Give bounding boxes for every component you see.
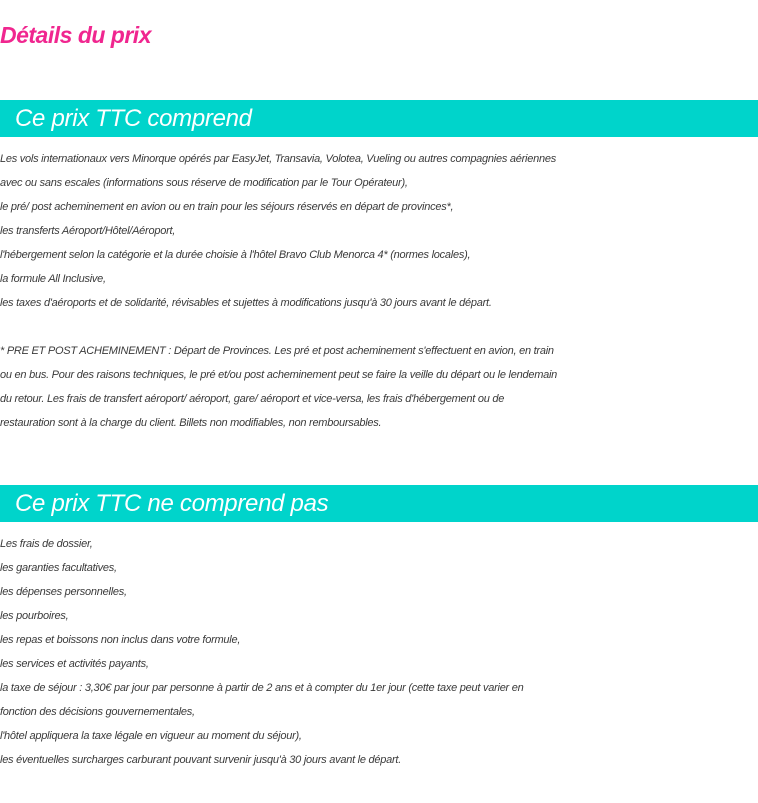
list-item: Les vols internationaux vers Minorque opérés par EasyJet, Transavia, Volotea, Vueling ou autres compagnies aériennes [0,153,556,165]
list-item: le pré/ post acheminement en avion ou en train pour les séjours réservés en départ de provinces*, [0,201,454,213]
excluded-heading: Ce prix TTC ne comprend pas [15,490,329,517]
list-item: l'hôtel appliquera la taxe légale en vigueur au moment du séjour), [0,730,302,742]
list-item: les garanties facultatives, [0,562,117,574]
note-line: restauration sont à la charge du client. Billets non modifiables, non remboursables. [0,417,382,429]
acheminement-note [0,339,758,435]
excluded-section-header [0,485,758,522]
note-line: * PRE ET POST ACHEMINEMENT : Départ de Provinces. Les pré et post acheminement s'effectuent en avion, en train [0,345,554,357]
list-item: les taxes d'aéroports et de solidarité, révisables et sujettes à modifications jusqu'à 30 jours avant le départ. [0,297,492,309]
excluded-list [0,532,758,772]
list-item: les éventuelles surcharges carburant pouvant survenir jusqu'à 30 jours avant le départ. [0,754,402,766]
list-item: les services et activités payants, [0,658,149,670]
list-item: les repas et boissons non inclus dans votre formule, [0,634,241,646]
included-section-header [0,100,758,137]
included-heading: Ce prix TTC comprend [15,105,252,132]
page-title: Détails du prix [0,22,151,48]
included-list [0,147,758,315]
list-item: la formule All Inclusive, [0,273,106,285]
list-item: avec ou sans escales (informations sous réserve de modification par le Tour Opérateur), [0,177,408,189]
list-item: Les frais de dossier, [0,538,93,550]
list-item: l'hébergement selon la catégorie et la durée choisie à l'hôtel Bravo Club Menorca 4* (normes locales), [0,249,471,261]
list-item: les transferts Aéroport/Hôtel/Aéroport, [0,225,176,237]
note-line: du retour. Les frais de transfert aéroport/ aéroport, gare/ aéroport et vice-versa, les frais d'hébergement ou de [0,393,505,405]
list-item: fonction des décisions gouvernementales, [0,706,195,718]
list-item: les dépenses personnelles, [0,586,127,598]
note-line: ou en bus. Pour des raisons techniques, le pré et/ou post acheminement peut se faire la veille du départ ou le lendemain [0,369,558,381]
list-item: les pourboires, [0,610,69,622]
list-item: la taxe de séjour : 3,30€ par jour par personne à partir de 2 ans et à compter du 1er jour (cette taxe peut varier en [0,682,524,694]
